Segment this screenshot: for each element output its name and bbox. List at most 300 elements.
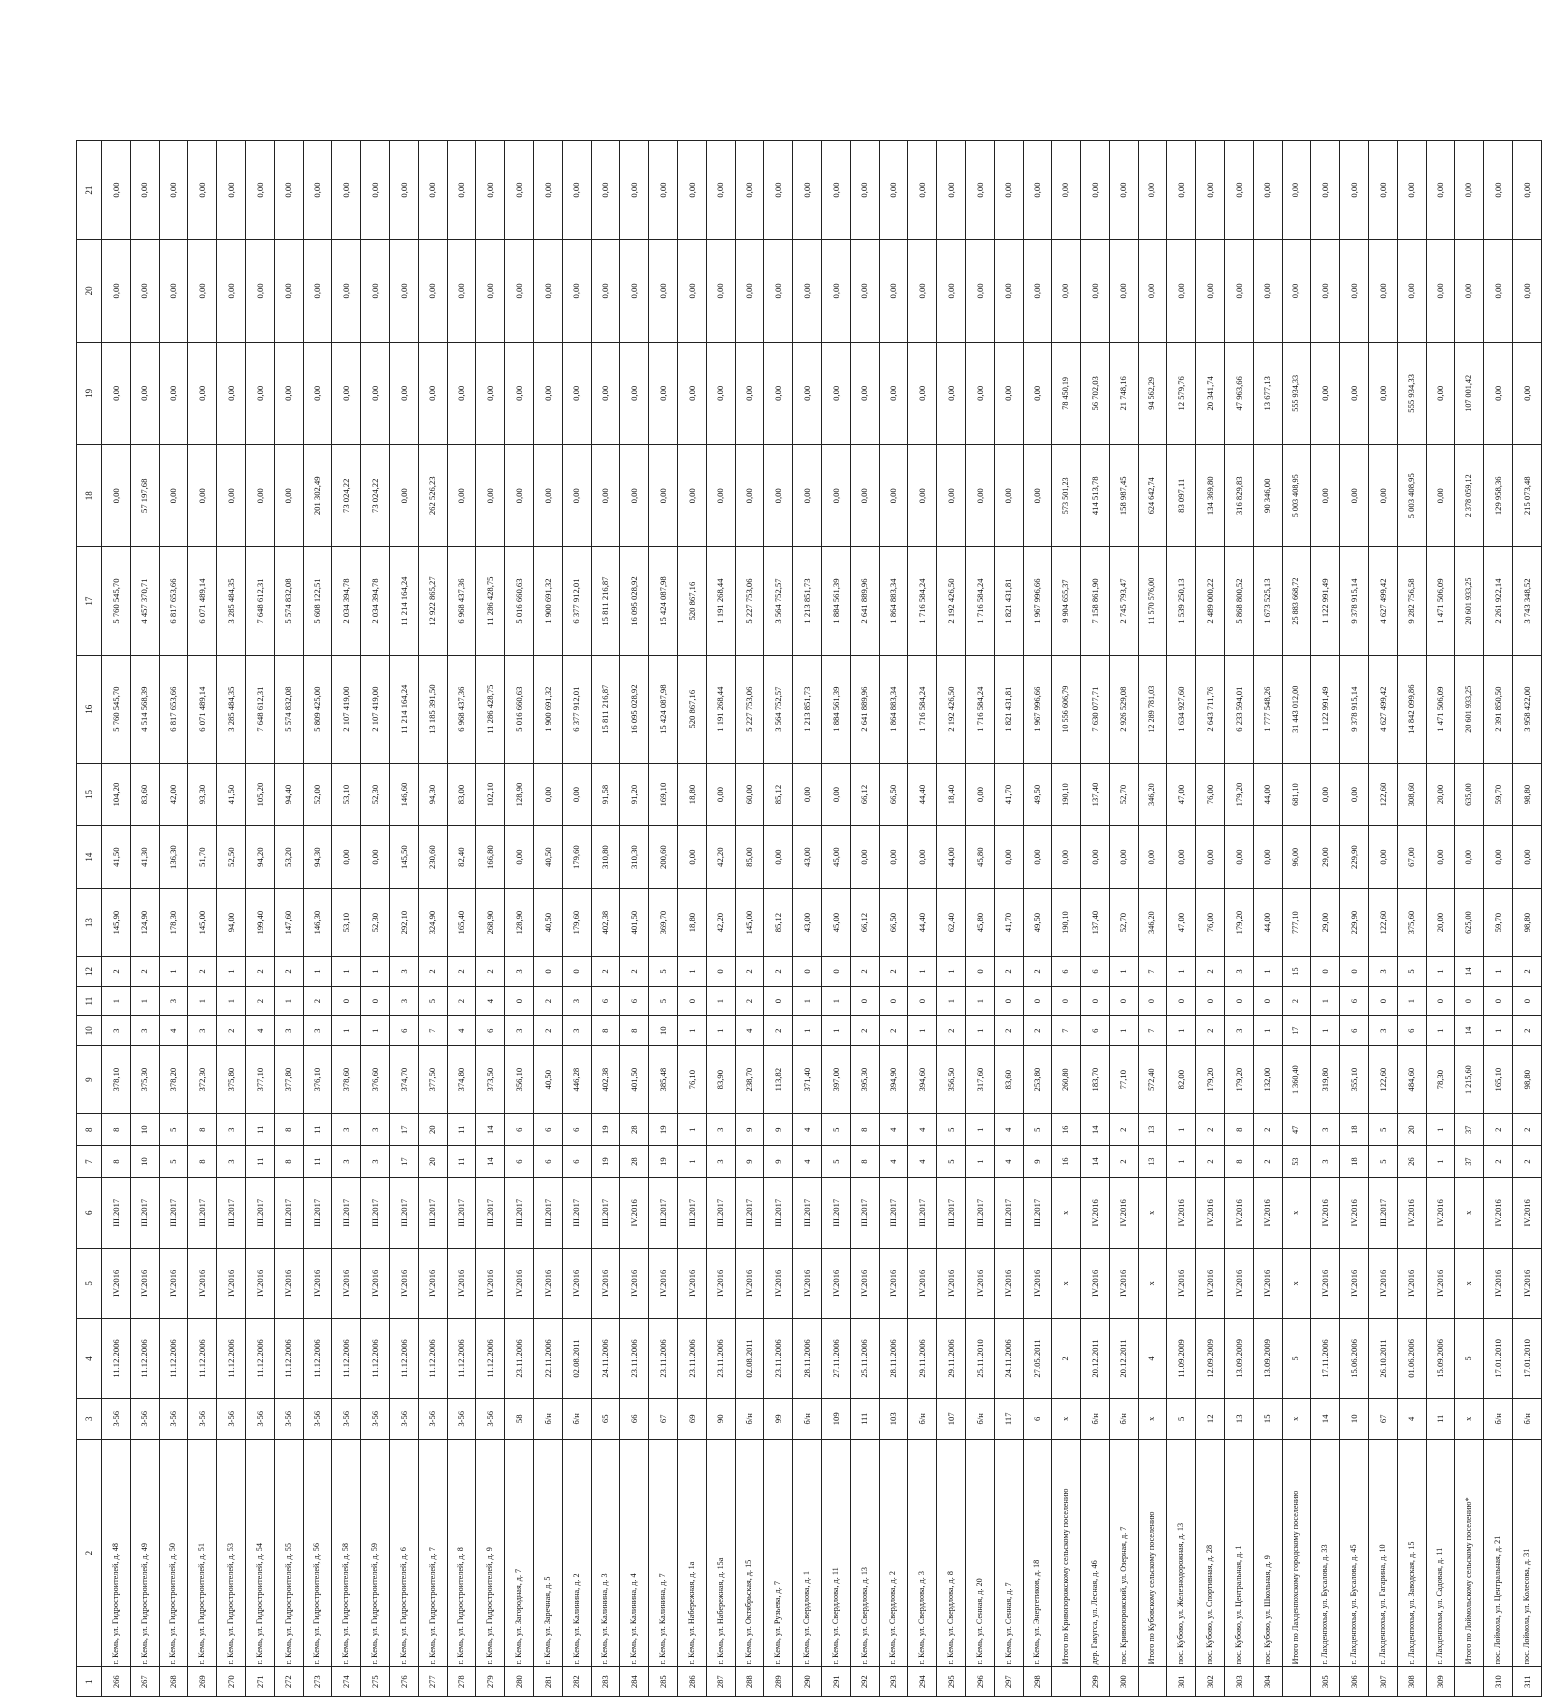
table-cell: 317,60 <box>965 1046 994 1114</box>
table-cell: 67 <box>649 1398 678 1439</box>
table-row <box>303 141 332 1697</box>
table-cell: 128,90 <box>505 888 534 956</box>
table-cell: 5 227 753,06 <box>735 655 764 763</box>
table-row <box>159 141 188 1697</box>
table-cell: 0,00 <box>1023 826 1052 889</box>
address-cell: Итого по Кубовскому сельскому поселению <box>1138 1439 1167 1667</box>
table-cell: 1 <box>1397 986 1426 1016</box>
table-cell: 0,00 <box>1455 826 1484 889</box>
table-cell: 17 <box>389 1146 418 1178</box>
table-cell: 1 <box>965 986 994 1016</box>
table-cell: 11 286 428,75 <box>476 547 505 655</box>
table-cell: 0 <box>1253 986 1282 1016</box>
table-cell: 41,70 <box>994 888 1023 956</box>
table-cell: 3-56 <box>332 1398 361 1439</box>
table-cell: 8 <box>850 1114 879 1146</box>
column-header: 2 <box>77 1439 102 1667</box>
table-cell: 319,80 <box>1311 1046 1340 1114</box>
table-cell: 0 <box>1484 986 1513 1016</box>
table-cell: 0,00 <box>1023 240 1052 342</box>
table-cell: IV.2016 <box>706 1248 735 1319</box>
table-cell: 0 <box>879 986 908 1016</box>
table-cell: IV.2016 <box>937 1248 966 1319</box>
table-cell: III.2017 <box>159 1178 188 1249</box>
table-cell: 1 900 691,32 <box>533 547 562 655</box>
table-cell: 0,00 <box>562 445 591 547</box>
table-row <box>620 141 649 1697</box>
table-cell: 2 107 419,00 <box>332 655 361 763</box>
table-cell: 0,00 <box>965 240 994 342</box>
table-cell: IV.2016 <box>1253 1178 1282 1249</box>
table-cell: IV.2016 <box>850 1248 879 1319</box>
table-cell: 94 562,29 <box>1138 342 1167 444</box>
table-cell: 85,00 <box>735 826 764 889</box>
table-cell: 2 <box>303 986 332 1016</box>
table-cell: 6 071 489,14 <box>188 547 217 655</box>
table-cell: 24.11.2006 <box>591 1319 620 1399</box>
table-cell: 6 <box>533 1114 562 1146</box>
table-cell: 15 811 216,87 <box>591 655 620 763</box>
table-cell: 2 107 419,00 <box>361 655 390 763</box>
table-cell: 283 <box>591 1667 620 1697</box>
table-cell: 5 016 660,63 <box>505 655 534 763</box>
table-cell: 0,00 <box>850 826 879 889</box>
table-cell: 02.08.2011 <box>562 1319 591 1399</box>
table-cell: 2 <box>764 1016 793 1046</box>
table-cell: 374,70 <box>389 1046 418 1114</box>
table-cell: 0,00 <box>994 141 1023 240</box>
table-cell: 0,00 <box>1369 826 1398 889</box>
table-cell: 310 <box>1484 1667 1513 1697</box>
table-cell: III.2017 <box>879 1178 908 1249</box>
table-cell: 2 <box>1484 1114 1513 1146</box>
table-cell: 3 <box>706 1114 735 1146</box>
table-cell: 82,00 <box>1167 1046 1196 1114</box>
table-cell: 1 884 561,39 <box>821 547 850 655</box>
table-cell: 158 987,45 <box>1109 445 1138 547</box>
table-cell: х <box>1455 1398 1484 1439</box>
table-cell: 62,40 <box>937 888 966 956</box>
table-cell: 3 <box>1311 1114 1340 1146</box>
table-cell: 8 <box>620 1016 649 1046</box>
table-cell: 111 <box>850 1398 879 1439</box>
table-cell: 346,20 <box>1138 888 1167 956</box>
table-cell: 0,00 <box>965 342 994 444</box>
table-cell: 18 <box>1340 1114 1369 1146</box>
table-cell: 0,00 <box>1225 141 1254 240</box>
address-cell: г. Кемь, ул. Гидростроителей, д. 54 <box>245 1439 274 1667</box>
table-cell: х <box>1052 1398 1081 1439</box>
table-cell: 15 <box>1282 957 1311 987</box>
table-row <box>591 141 620 1697</box>
table-row <box>1397 141 1426 1697</box>
table-cell: 0,00 <box>764 445 793 547</box>
table-cell: 0,00 <box>159 445 188 547</box>
table-cell: 291 <box>821 1667 850 1697</box>
table-cell: 0,00 <box>476 342 505 444</box>
table-cell: III.2017 <box>735 1178 764 1249</box>
table-cell: 284 <box>620 1667 649 1697</box>
table-cell: 4 457 370,71 <box>130 547 159 655</box>
table-cell: 47 <box>1282 1114 1311 1146</box>
table-cell: 5 760 545,70 <box>102 655 131 763</box>
column-header: 20 <box>77 240 102 342</box>
table-row <box>1340 141 1369 1697</box>
table-cell: 24.11.2006 <box>994 1319 1023 1399</box>
table-cell: 3-56 <box>245 1398 274 1439</box>
table-cell: 2 <box>1253 1114 1282 1146</box>
table-cell: 1 716 584,24 <box>908 547 937 655</box>
table-cell: IV.2016 <box>1369 1248 1398 1319</box>
table-cell: 12 922 865,27 <box>418 547 447 655</box>
table-cell: IV.2016 <box>908 1248 937 1319</box>
table-cell: 6 <box>389 1016 418 1046</box>
column-header: 13 <box>77 888 102 956</box>
table-cell: 17.01.2010 <box>1513 1319 1542 1399</box>
table-cell: III.2017 <box>994 1178 1023 1249</box>
table-cell: 0,00 <box>505 445 534 547</box>
table-cell: 5 574 832,08 <box>274 547 303 655</box>
table-cell: 0,00 <box>735 240 764 342</box>
table-cell: III.2017 <box>1023 1178 1052 1249</box>
table-cell: 1 <box>1426 1146 1455 1178</box>
table-cell: 0,00 <box>793 445 822 547</box>
table-cell: 3 <box>389 957 418 987</box>
table-cell: 0 <box>1138 986 1167 1016</box>
table-cell: 41,50 <box>102 826 131 889</box>
table-cell: 66,50 <box>879 763 908 826</box>
table-cell: 0,00 <box>764 342 793 444</box>
table-cell: 304 <box>1253 1667 1282 1697</box>
table-cell: 49,50 <box>1023 888 1052 956</box>
table-cell: 3-56 <box>389 1398 418 1439</box>
table-cell: 2 <box>1513 1114 1542 1146</box>
table-row <box>879 141 908 1697</box>
table-cell: 98,80 <box>1513 888 1542 956</box>
table-cell: 27.11.2006 <box>821 1319 850 1399</box>
table-cell: 0 <box>994 986 1023 1016</box>
table-cell: IV.2016 <box>1397 1248 1426 1319</box>
table-cell: 287 <box>706 1667 735 1697</box>
table-cell: 2 <box>245 986 274 1016</box>
table-cell: 8 <box>102 1114 131 1146</box>
table-cell: 277 <box>418 1667 447 1697</box>
table-cell: 145,90 <box>102 888 131 956</box>
column-header: 3 <box>77 1398 102 1439</box>
table-cell: 0,00 <box>850 445 879 547</box>
table-cell: 0,00 <box>1138 141 1167 240</box>
address-cell: г. Кемь, ул. Гидростроителей, д. 56 <box>303 1439 332 1667</box>
table-cell: IV.2016 <box>1311 1178 1340 1249</box>
table-cell: 47,00 <box>1167 763 1196 826</box>
table-row <box>649 141 678 1697</box>
table-cell: 378,60 <box>332 1046 361 1114</box>
table-cell: 0 <box>1311 957 1340 987</box>
table-cell: 1 <box>1109 957 1138 987</box>
table-cell: 16 <box>1052 1146 1081 1178</box>
table-cell: 1 <box>1311 986 1340 1016</box>
table-cell: 76,00 <box>1196 763 1225 826</box>
table-cell: 7 <box>1138 1016 1167 1046</box>
table-cell: 2 <box>994 957 1023 987</box>
table-cell: 0,00 <box>1340 763 1369 826</box>
table-cell: 5 <box>1369 1146 1398 1178</box>
table-cell: 4 <box>994 1146 1023 1178</box>
table-cell: III.2017 <box>102 1178 131 1249</box>
table-cell: 200,60 <box>649 826 678 889</box>
table-cell: 2 643 711,76 <box>1196 655 1225 763</box>
table-cell: 42,20 <box>706 888 735 956</box>
table-cell: 29,00 <box>1311 826 1340 889</box>
table-row <box>1513 141 1542 1697</box>
table-cell: 276 <box>389 1667 418 1697</box>
table-cell: 311 <box>1513 1667 1542 1697</box>
table-row <box>1109 141 1138 1697</box>
table-cell: 0,00 <box>1138 240 1167 342</box>
table-cell: 6 968 437,36 <box>447 655 476 763</box>
table-cell: IV.2016 <box>793 1248 822 1319</box>
table-cell: 1 <box>821 986 850 1016</box>
table-cell: 0,00 <box>245 445 274 547</box>
table-cell: 1 122 991,49 <box>1311 547 1340 655</box>
table-cell: 3-56 <box>447 1398 476 1439</box>
table-cell: III.2017 <box>562 1178 591 1249</box>
table-cell: 7 158 861,90 <box>1081 547 1110 655</box>
table-cell: IV.2016 <box>1167 1248 1196 1319</box>
table-cell: 0,00 <box>274 445 303 547</box>
table-cell: 136,30 <box>159 826 188 889</box>
table-cell: 1 213 851,73 <box>793 547 822 655</box>
table-cell: 0,00 <box>130 141 159 240</box>
table-cell: IV.2016 <box>1196 1178 1225 1249</box>
table-cell: 0,00 <box>102 240 131 342</box>
table-row <box>274 141 303 1697</box>
table-cell: 0,00 <box>217 141 246 240</box>
table-cell: 1 <box>361 1016 390 1046</box>
table-cell: 146,30 <box>303 888 332 956</box>
table-cell: IV.2016 <box>1109 1178 1138 1249</box>
table-cell: 0 <box>332 986 361 1016</box>
table-cell: 4 <box>1138 1319 1167 1399</box>
table-cell: 42,00 <box>159 763 188 826</box>
table-cell: 2 <box>102 957 131 987</box>
table-cell: 2 <box>735 986 764 1016</box>
table-cell: 25.11.2006 <box>850 1319 879 1399</box>
table-cell: 28 <box>620 1146 649 1178</box>
table-cell: 0,00 <box>1052 141 1081 240</box>
table-cell: IV.2016 <box>188 1248 217 1319</box>
table-cell: 40,50 <box>533 888 562 956</box>
table-cell: 372,30 <box>188 1046 217 1114</box>
table-cell: 0,00 <box>476 141 505 240</box>
table-row <box>1196 141 1225 1697</box>
table-cell: 306 <box>1340 1667 1369 1697</box>
table-cell: б/н <box>1109 1398 1138 1439</box>
table-cell: 0,00 <box>533 763 562 826</box>
table-cell: III.2017 <box>505 1178 534 1249</box>
table-cell: 2 <box>533 986 562 1016</box>
column-header: 12 <box>77 957 102 987</box>
address-cell: г. Кемь, ул. Гидростроителей, д. 49 <box>130 1439 159 1667</box>
table-cell: 66,50 <box>879 888 908 956</box>
table-cell: 6 <box>591 986 620 1016</box>
subtotal-row <box>1282 141 1311 1697</box>
table-cell: 59,70 <box>1484 763 1513 826</box>
table-row <box>764 141 793 1697</box>
address-cell: г. Кемь, ул. Калинина, д. 2 <box>562 1439 591 1667</box>
table-cell: 296 <box>965 1667 994 1697</box>
table-cell: 4 <box>1397 1398 1426 1439</box>
table-cell: 3 285 484,35 <box>217 547 246 655</box>
table-row <box>562 141 591 1697</box>
table-cell: 13 <box>1225 1398 1254 1439</box>
table-cell: 0,00 <box>706 445 735 547</box>
table-cell: III.2017 <box>591 1178 620 1249</box>
table-cell: 146,60 <box>389 763 418 826</box>
table-row <box>1081 141 1110 1697</box>
table-cell: 0,00 <box>1167 240 1196 342</box>
table-cell: 18,40 <box>937 763 966 826</box>
table-cell: 0,00 <box>1513 826 1542 889</box>
table-cell: 1 <box>937 957 966 987</box>
table-row <box>1023 141 1052 1697</box>
address-cell: г. Лахденпохья, ул. Заводская, д. 15 <box>1397 1439 1426 1667</box>
table-cell: 16 095 028,92 <box>620 655 649 763</box>
table-cell: 83,60 <box>994 1046 1023 1114</box>
table-cell: 0,00 <box>1311 141 1340 240</box>
table-cell: 5 227 753,06 <box>735 547 764 655</box>
table-cell: III.2017 <box>361 1178 390 1249</box>
address-cell: г. Кемь, ул. Энергетиков, д. 18 <box>1023 1439 1052 1667</box>
table-cell: IV.2016 <box>389 1248 418 1319</box>
table-cell: 15 811 216,87 <box>591 547 620 655</box>
rotated-table-container <box>76 140 1532 1697</box>
table-cell: 0,00 <box>332 342 361 444</box>
table-cell: 0 <box>361 986 390 1016</box>
table-cell: 3 <box>505 957 534 987</box>
table-cell: 0,00 <box>620 240 649 342</box>
table-cell: 0,00 <box>764 240 793 342</box>
table-cell: IV.2016 <box>159 1248 188 1319</box>
table-cell: III.2017 <box>274 1178 303 1249</box>
table-cell: 1 <box>332 957 361 987</box>
table-cell: 1 967 996,66 <box>1023 547 1052 655</box>
table-cell: 179,20 <box>1225 763 1254 826</box>
table-cell: IV.2016 <box>1081 1178 1110 1249</box>
table-cell: IV.2016 <box>1340 1178 1369 1249</box>
table-cell: 94,30 <box>303 826 332 889</box>
table-cell: IV.2016 <box>1426 1248 1455 1319</box>
table-cell: III.2017 <box>130 1178 159 1249</box>
table-cell: 129 958,36 <box>1484 445 1513 547</box>
table-cell: 0,00 <box>965 141 994 240</box>
address-cell: г. Кемь, ул. Гидростроителей, д. 48 <box>102 1439 131 1667</box>
table-cell: 0,00 <box>1196 826 1225 889</box>
table-cell: 6 <box>1081 1016 1110 1046</box>
column-header: 6 <box>77 1178 102 1249</box>
table-row <box>706 141 735 1697</box>
table-cell: 520 867,16 <box>677 655 706 763</box>
table-cell: 45,80 <box>965 826 994 889</box>
table-cell: 11.09.2009 <box>1167 1319 1196 1399</box>
table-cell: 0,00 <box>418 342 447 444</box>
table-cell: х <box>1282 1248 1311 1319</box>
table-cell: 5 <box>649 986 678 1016</box>
table-cell: 83,60 <box>130 763 159 826</box>
table-cell: 0,00 <box>620 445 649 547</box>
table-cell: 1 <box>793 1016 822 1046</box>
table-cell: IV.2016 <box>620 1178 649 1249</box>
table-cell: 5 <box>159 1114 188 1146</box>
table-cell: 3 <box>1369 957 1398 987</box>
address-cell: пос. Кубово, ул. Железнодорожная, д. 13 <box>1167 1439 1196 1667</box>
table-cell: 394,60 <box>908 1046 937 1114</box>
table-cell: 53,20 <box>274 826 303 889</box>
table-row <box>1311 141 1340 1697</box>
table-cell: IV.2016 <box>533 1248 562 1319</box>
table-cell: 0 <box>533 957 562 987</box>
table-cell: 2 <box>1253 1146 1282 1178</box>
table-cell: 3 <box>102 1016 131 1046</box>
table-cell: 8 <box>188 1146 217 1178</box>
table-cell: 0,00 <box>303 342 332 444</box>
table-cell: 179,60 <box>562 888 591 956</box>
table-cell: 4 <box>994 1114 1023 1146</box>
table-cell: 0,00 <box>793 240 822 342</box>
table-cell: 17 <box>389 1114 418 1146</box>
table-cell: 0,00 <box>130 342 159 444</box>
table-cell: 0,00 <box>245 342 274 444</box>
table-cell: 47,00 <box>1167 888 1196 956</box>
table-cell: 8 <box>274 1114 303 1146</box>
table-cell: 0,00 <box>649 240 678 342</box>
table-cell: 310,30 <box>620 826 649 889</box>
table-cell: 11.12.2006 <box>188 1319 217 1399</box>
table-cell: 3 958 422,00 <box>1513 655 1542 763</box>
table-cell: 0,00 <box>159 141 188 240</box>
table-cell: 1 <box>1167 1016 1196 1046</box>
table-cell: 262 526,23 <box>418 445 447 547</box>
table-cell: 8 <box>1225 1114 1254 1146</box>
table-cell: 573 501,23 <box>1052 445 1081 547</box>
table-cell: 5 809 425,00 <box>303 655 332 763</box>
table-cell: 7 <box>1052 1016 1081 1046</box>
address-cell: г. Кемь, ул. Набережная, д. 1а <box>677 1439 706 1667</box>
table-cell: 11 <box>303 1146 332 1178</box>
table-cell: 0,00 <box>821 445 850 547</box>
table-cell: 0,00 <box>562 342 591 444</box>
table-cell: 3 <box>217 1146 246 1178</box>
table-cell: 26.10.2011 <box>1369 1319 1398 1399</box>
address-cell: г. Кемь, ул. Гидростроителей, д. 9 <box>476 1439 505 1667</box>
table-cell: 0,00 <box>649 141 678 240</box>
table-cell: 4 <box>908 1146 937 1178</box>
table-cell: 45,00 <box>821 826 850 889</box>
table-cell: 0,00 <box>649 445 678 547</box>
table-cell: 117 <box>994 1398 1023 1439</box>
table-cell: 2 <box>620 957 649 987</box>
table-cell: 52,30 <box>361 888 390 956</box>
table-cell: 43,00 <box>793 888 822 956</box>
table-cell: 3 <box>505 1016 534 1046</box>
table-cell: 28 <box>620 1114 649 1146</box>
table-cell: 132,00 <box>1253 1046 1282 1114</box>
table-cell: 2 <box>1052 1319 1081 1399</box>
table-cell: IV.2016 <box>1397 1178 1426 1249</box>
table-cell: 53,10 <box>332 763 361 826</box>
table-cell: 1 191 268,44 <box>706 547 735 655</box>
table-cell: 2 034 394,78 <box>361 547 390 655</box>
